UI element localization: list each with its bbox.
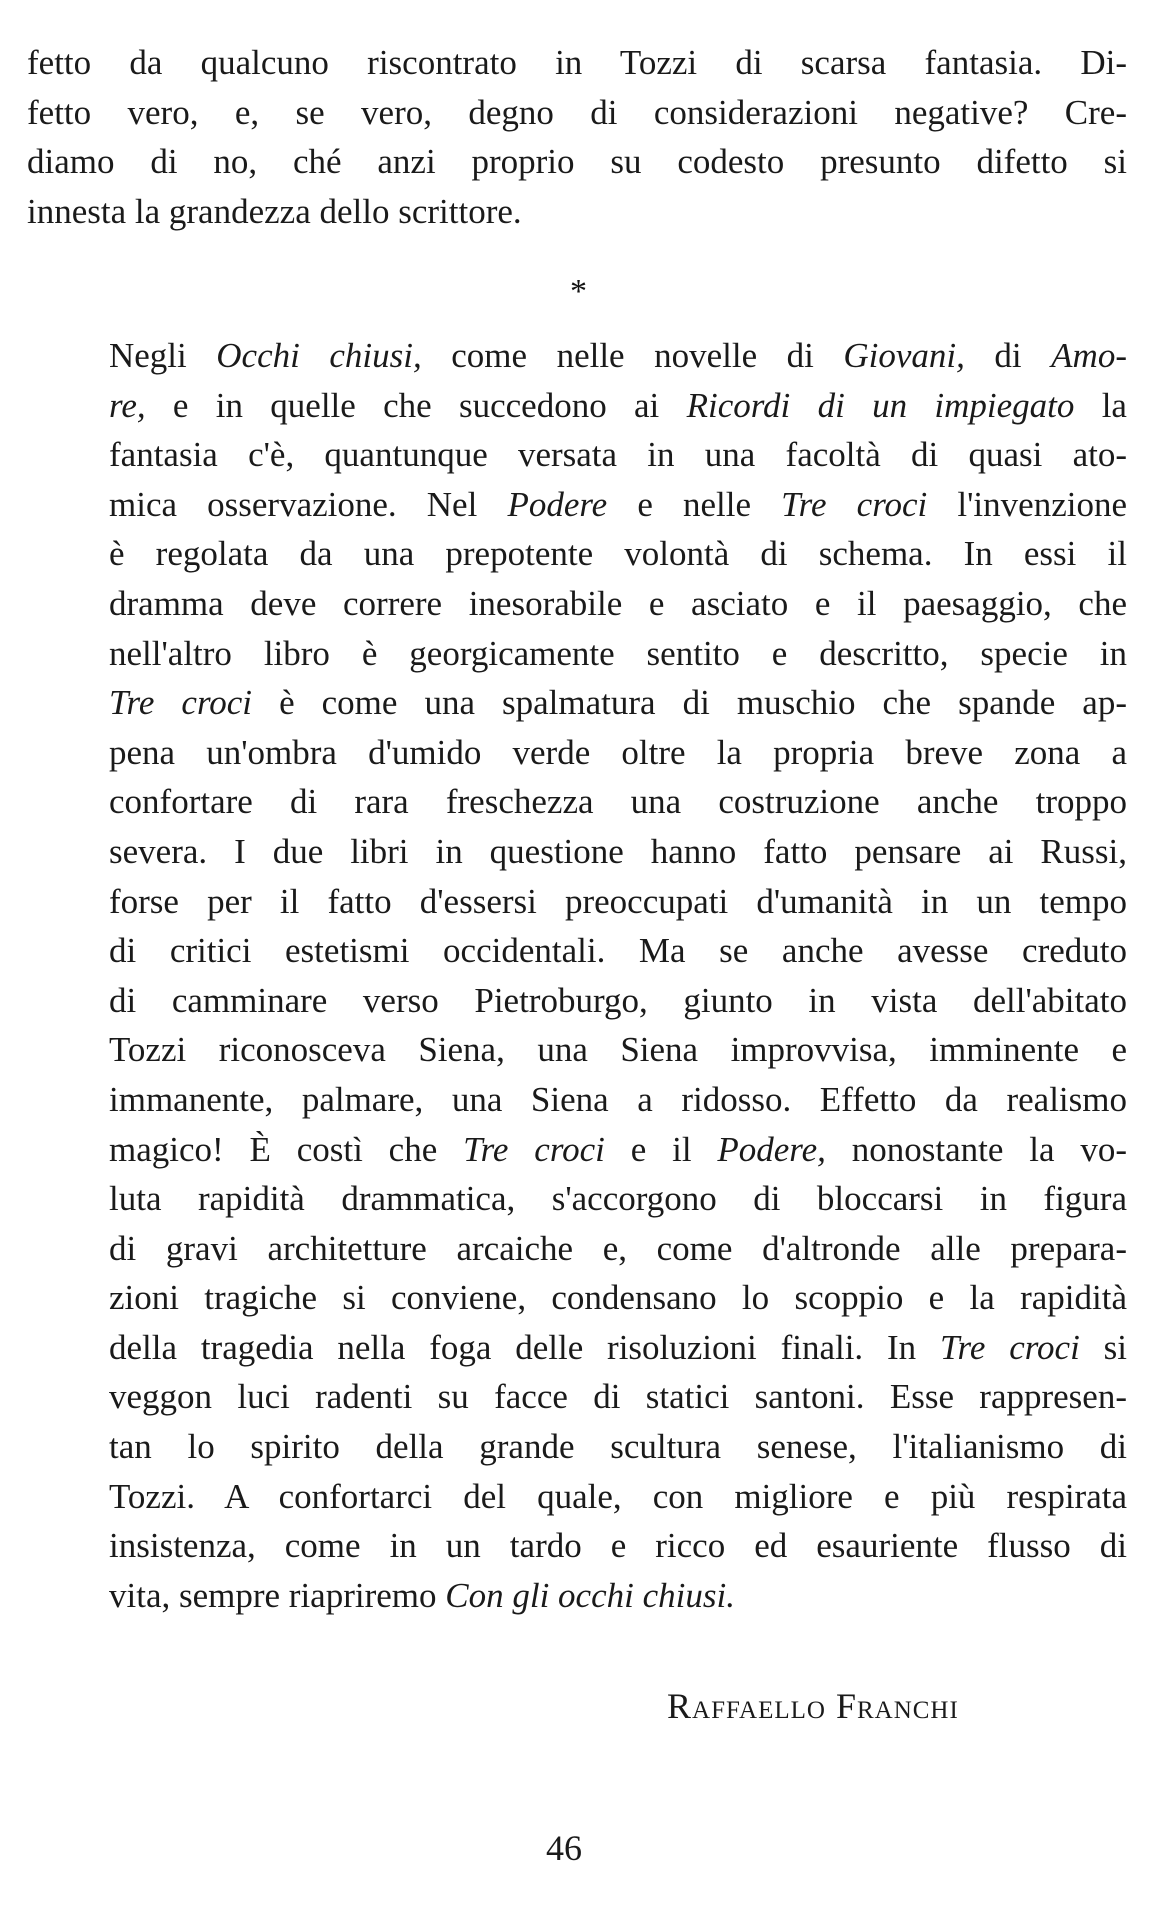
text-run: Tozzi. A confortarci del quale, con migliore e più respirata (109, 1476, 1127, 1516)
text-run: severa. I due libri in questione hanno fatto pensare ai Russi, (109, 831, 1127, 871)
text-line (27, 1075, 1127, 1125)
text-line (27, 579, 1127, 629)
text-line (27, 926, 1127, 976)
text-run: di (964, 336, 1052, 375)
text-line (27, 1174, 1127, 1224)
text-line (27, 381, 1127, 431)
text-run: come nelle novelle di (421, 336, 844, 375)
text-line: fetto vero, e, se vero, degno di considerazioni negative? Cre- (27, 92, 1127, 132)
italic-title: Con gli occhi chiusi. (445, 1575, 735, 1615)
text-run: mica osservazione. Nel (109, 484, 508, 524)
text-run: della tragedia nella foga delle risoluzioni finali. In (109, 1327, 940, 1367)
italic-title: Giovani, (843, 336, 965, 375)
text-line (27, 1025, 1127, 1075)
text-run: di camminare verso Pietroburgo, giunto in vista dell'abitato (109, 980, 1127, 1020)
text-run: dramma deve correre inesorabile e asciato e il paesaggio, che (109, 583, 1127, 623)
text-line (27, 678, 1127, 728)
text-run: e il (604, 1129, 718, 1169)
text-line (27, 629, 1127, 679)
text-line (27, 976, 1127, 1026)
text-line (27, 430, 1127, 480)
text-run: forse per il fatto d'essersi preoccupati d'umanità in un tempo (109, 881, 1127, 921)
italic-title: Tre croci (939, 1327, 1080, 1367)
text-run: è regolata da una prepotente volontà di schema. In essi il (109, 534, 1127, 574)
text-line (27, 480, 1127, 530)
text-run: nell'altro libro è georgicamente sentito e descritto, specie in (109, 633, 1127, 673)
text-line: innesta la grandezza dello scrittore. (27, 191, 522, 231)
page-number: 46 (546, 1828, 582, 1868)
text-run: Negli (109, 336, 217, 375)
text-line (27, 877, 1127, 927)
text-run: zioni tragiche si conviene, condensano lo scoppio e la rapidità (109, 1278, 1127, 1318)
text-run: nonostante la vo- (825, 1129, 1127, 1169)
text-line (27, 1125, 1127, 1175)
italic-title: Tre croci (781, 484, 928, 524)
text-line (27, 827, 1127, 877)
text-line: diamo di no, ché anzi proprio su codesto presunto difetto si (27, 142, 1127, 182)
text-line (27, 728, 1127, 778)
text-run: l'invenzione (927, 484, 1127, 524)
text-line: fetto da qualcuno riscontrato in Tozzi di scarsa fantasia. Di- (27, 43, 1127, 82)
text-line (27, 529, 1127, 579)
text-run: e in quelle che succedono ai (145, 385, 687, 425)
text-run: si (1079, 1327, 1127, 1367)
text-run: luta rapidità drammatica, s'accorgono di bloccarsi in figura (109, 1179, 1127, 1219)
text-line (27, 1422, 1127, 1472)
text-run: fantasia c'è, quantunque versata in una facoltà di quasi ato- (109, 435, 1127, 475)
text-line (27, 1224, 1127, 1274)
text-run: confortare di rara freschezza una costruzione anche troppo (109, 782, 1127, 822)
text-line (27, 1472, 1127, 1522)
section-separator: * (570, 273, 587, 310)
italic-title: re, (109, 385, 146, 425)
text-line (27, 1521, 1127, 1571)
italic-title: Podere, (717, 1129, 826, 1169)
text-line (27, 1372, 1127, 1422)
text-run: Tozzi riconosceva Siena, una Siena improvvisa, imminente e (109, 1030, 1127, 1070)
text-run: vita, sempre riapriremo (109, 1575, 446, 1615)
text-run: e nelle (607, 484, 782, 524)
text-run: è come una spalmatura di muschio che spande ap- (252, 683, 1127, 723)
italic-title: Amo- (1051, 336, 1127, 375)
italic-title: Tre croci (109, 683, 253, 723)
text-line (27, 331, 1127, 381)
author-signature: Raffaello Franchi (667, 1686, 959, 1726)
text-run: pena un'ombra d'umido verde oltre la propria breve zona a (109, 732, 1127, 772)
text-run: veggon luci radenti su facce di statici santoni. Esse rappresen- (109, 1377, 1127, 1417)
italic-title: Occhi chiusi, (216, 336, 422, 375)
italic-title: Podere (507, 484, 608, 524)
text-line (27, 777, 1127, 827)
text-line (27, 1273, 1127, 1323)
text-run: immanente, palmare, una Siena a ridosso. Effetto da realismo (109, 1079, 1127, 1119)
text-run: tan lo spirito della grande scultura senese, l'italianismo di (109, 1427, 1127, 1467)
paragraph-2 (27, 331, 1127, 1620)
italic-title: Tre croci (463, 1129, 605, 1169)
text-run: la (1074, 385, 1127, 425)
paragraph-1 (27, 38, 1127, 236)
text-run: magico! È costì che (109, 1129, 464, 1169)
text-run: di critici estetismi occidentali. Ma se anche avesse creduto (109, 931, 1127, 971)
text-line (27, 1571, 1127, 1621)
text-run: di gravi architetture arcaiche e, come d'altronde alle prepara- (109, 1228, 1127, 1268)
text-run: insistenza, come in un tardo e ricco ed esauriente flusso di (109, 1526, 1127, 1566)
text-line (27, 1323, 1127, 1373)
italic-title: Ricordi di un impiegato (686, 385, 1075, 425)
